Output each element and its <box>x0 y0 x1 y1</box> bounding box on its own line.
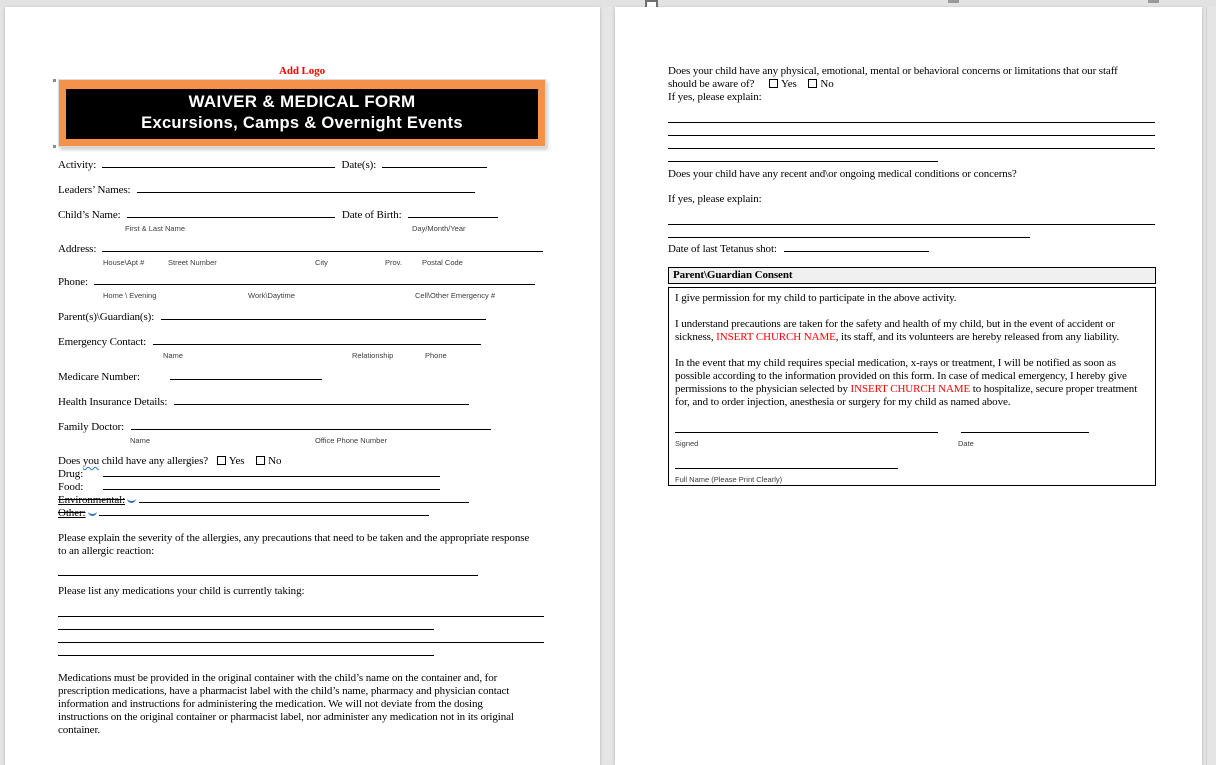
environmental-allergy-row <box>58 494 546 507</box>
tracked-change-mark-icon <box>88 509 97 516</box>
severity-fill-line[interactable] <box>58 563 478 576</box>
phone-label: Phone: <box>58 276 88 288</box>
allergies-question-part1: Does <box>58 455 83 467</box>
address-hint-house: House\Apt # <box>103 258 145 267</box>
ruler-mark-icon <box>948 0 959 3</box>
child-name-hints <box>58 222 546 231</box>
explain-fill-line[interactable] <box>668 110 1155 123</box>
title-banner <box>58 79 546 147</box>
medications-note-line: information and instructions for administering the medication. We will not deviate from the dosing <box>58 698 483 710</box>
signature-line-row <box>675 424 1149 437</box>
food-label: Food: <box>58 481 84 493</box>
form-title: WAIVER & MEDICAL FORM <box>188 92 416 111</box>
behavior-yes-checkbox[interactable] <box>769 79 778 88</box>
dates-label: Date(s): <box>341 159 377 171</box>
doctor-row <box>58 421 546 434</box>
phone-hint-home: Home \ Evening <box>103 291 157 300</box>
doctor-hint-name: Name <box>130 436 151 445</box>
consent-paragraph-3-line-1: In the event that my child requires special medication, x-rays or treatment, I will be notified as soon as <box>675 357 1116 369</box>
doctor-fill-line[interactable] <box>131 428 491 430</box>
other-fill-line[interactable] <box>99 514 429 516</box>
signature-labels-row <box>675 437 1149 446</box>
drug-allergy-row <box>58 468 546 481</box>
date-fill-line[interactable] <box>961 431 1089 433</box>
parents-row <box>58 311 546 324</box>
other-allergy-row <box>58 507 546 520</box>
medications-prompt: Please list any medications your child is currently taking: <box>58 585 305 597</box>
doctor-hint-office-phone: Office Phone Number <box>315 436 387 445</box>
page-2-content <box>668 65 1156 486</box>
form-subtitle: Excursions, Camps & Overnight Events <box>141 114 463 132</box>
top-strip <box>0 0 1216 7</box>
emergency-hint-relationship: Relationship <box>352 351 394 360</box>
consent-p3-text-b: to hospitalize, secure proper treatment <box>970 383 1138 395</box>
parents-fill-line[interactable] <box>161 318 486 320</box>
emergency-row <box>58 336 546 349</box>
dob-hint: Day/Month/Year <box>412 224 466 233</box>
medications-fill-line[interactable] <box>58 617 434 630</box>
fullname-fill-line[interactable] <box>675 467 898 469</box>
page-1 <box>5 7 600 765</box>
emergency-hint-phone: Phone <box>425 351 447 360</box>
fullname-label-row <box>675 473 1149 482</box>
consent-section-header: Parent\Guardian Consent <box>668 267 1156 284</box>
allergies-yes-checkbox[interactable] <box>217 456 226 465</box>
child-name-hint: First & Last Name <box>125 224 186 233</box>
doctor-label: Family Doctor: <box>58 421 125 433</box>
phone-hints <box>58 289 546 298</box>
child-name-fill-line[interactable] <box>127 216 335 218</box>
explain2-fill-line[interactable] <box>668 225 1030 238</box>
environmental-fill-line[interactable] <box>139 501 469 503</box>
dob-label: Date of Birth: <box>341 209 402 221</box>
emergency-fill-line[interactable] <box>153 343 481 345</box>
explain2-fill-line[interactable] <box>668 212 1155 225</box>
tetanus-row <box>668 243 1156 256</box>
table-anchor-dot <box>53 79 56 82</box>
signed-fill-line[interactable] <box>675 431 938 433</box>
explain-fill-line[interactable] <box>668 123 1155 136</box>
tracked-change-mark-icon <box>127 496 136 503</box>
medications-fill-line[interactable] <box>58 643 434 656</box>
doctor-hints <box>58 434 546 443</box>
phone-hint-work: Work\Daytime <box>248 291 295 300</box>
medications-note-line: Medications must be provided in the original container with the child’s name on the container and, for <box>58 672 498 684</box>
medications-note <box>58 672 544 737</box>
medications-note-line: instructions on the original container or pharmacist label, nor administer any medication not in its original <box>58 711 514 723</box>
consent-p2-text-b: , its staff, and its volunteers are hereby released from any liability. <box>835 331 1120 343</box>
consent-p2-text-a: sickness, <box>675 331 717 343</box>
insert-church-name-placeholder[interactable]: INSERT CHURCH NAME <box>716 331 836 343</box>
address-hint-postal: Postal Code <box>422 258 463 267</box>
address-hint-prov: Prov. <box>385 258 402 267</box>
insert-church-name-placeholder[interactable]: INSERT CHURCH NAME <box>850 383 971 395</box>
allergies-question-part2: child have any allergies? <box>99 455 209 467</box>
insurance-label: Health Insurance Details: <box>58 396 168 408</box>
phone-hint-cell: Cell\Other Emergency # <box>415 291 496 300</box>
activity-fill-line[interactable] <box>102 166 335 168</box>
signed-label: Signed <box>675 439 699 448</box>
drug-fill-line[interactable] <box>103 475 440 477</box>
medications-note-line: container. <box>58 724 101 736</box>
address-fill-line[interactable] <box>102 250 543 252</box>
severity-line-2: to an allergic reaction: <box>58 545 155 557</box>
emergency-hints <box>58 349 546 358</box>
add-logo-placeholder[interactable]: Add Logo <box>279 65 325 77</box>
insurance-fill-line[interactable] <box>174 403 469 405</box>
address-hints <box>58 256 546 265</box>
page-1-content <box>58 65 546 737</box>
medications-fill-line[interactable] <box>58 630 544 643</box>
address-hint-city: City <box>315 258 328 267</box>
allergies-yes-label: Yes <box>228 455 245 467</box>
child-name-label: Child’s Name: <box>58 209 121 221</box>
tetanus-fill-line[interactable] <box>784 250 929 252</box>
child-name-row <box>58 209 546 222</box>
other-label-struck: Other: <box>58 507 86 519</box>
medicare-label: Medicare Number: <box>58 371 140 383</box>
behavior-no-checkbox[interactable] <box>808 79 817 88</box>
explain-prompt-2: If yes, please explain: <box>668 193 762 205</box>
behavior-question-line-1: Does your child have any physical, emotional, mental or behavioral concerns or limitations that our staff <box>668 65 1118 77</box>
consent-paragraph-2-line-2 <box>675 331 1149 344</box>
emergency-label: Emergency Contact: <box>58 336 147 348</box>
consent-paragraph-1: I give permission for my child to participate in the above activity. <box>675 292 957 304</box>
medications-note-line: prescription medications, have a pharmacist label with the child’s name, pharmacy and physician contact <box>58 685 510 697</box>
grammar-flagged-word: you <box>82 455 100 467</box>
table-anchor-dot <box>53 145 56 148</box>
allergies-question-row <box>58 455 546 468</box>
medications-fill-line[interactable] <box>58 604 544 617</box>
consent-body-box <box>668 287 1156 486</box>
severity-line-1: Please explain the severity of the allergies, any precautions that need to be taken and the appropriate response <box>58 532 530 544</box>
phone-row <box>58 276 546 289</box>
tetanus-label: Date of last Tetanus shot: <box>668 243 777 255</box>
fullname-line-row <box>675 460 1149 473</box>
behavior-question-text: should be aware of? <box>668 78 755 90</box>
leaders-row <box>58 184 546 197</box>
medical-conditions-question: Does your child have any recent and\or ongoing medical conditions or concerns? <box>668 168 1017 180</box>
activity-row <box>58 159 546 172</box>
ruler-mark-icon <box>1148 0 1159 3</box>
page-edge-line <box>1206 7 1207 765</box>
behavior-yes-label: Yes <box>781 78 797 90</box>
allergies-no-checkbox[interactable] <box>256 456 265 465</box>
address-label: Address: <box>58 243 97 255</box>
activity-label: Activity: <box>58 159 97 171</box>
insurance-row <box>58 396 546 409</box>
environmental-label-struck: Environmental: <box>58 494 126 506</box>
title-banner-inner <box>66 89 538 139</box>
behavior-no-label: No <box>820 78 834 90</box>
dob-fill-line[interactable] <box>408 216 498 218</box>
behavior-question-line-2 <box>668 78 1156 91</box>
medicare-row <box>58 371 546 384</box>
medicare-fill-line[interactable] <box>170 378 322 380</box>
drug-label: Drug: <box>58 468 84 480</box>
fullname-label: Full Name (Please Print Clearly) <box>675 475 783 484</box>
leaders-fill-line[interactable] <box>137 191 475 193</box>
allergies-no-label: No <box>268 455 282 467</box>
explain-prompt-1: If yes, please explain: <box>668 91 762 103</box>
page-2 <box>615 7 1202 765</box>
consent-paragraph-3-line-3 <box>675 383 1149 396</box>
food-fill-line[interactable] <box>103 488 440 490</box>
severity-paragraph <box>58 532 546 558</box>
address-hint-street: Street Number <box>168 258 217 267</box>
consent-paragraph-3-line-2: possible according to the information provided on this form. In case of medical emergency, I hereby give <box>675 370 1127 382</box>
parents-label: Parent(s)\Guardian(s): <box>58 311 155 323</box>
dates-fill-line[interactable] <box>382 166 487 168</box>
food-allergy-row <box>58 481 546 494</box>
emergency-hint-name: Name <box>163 351 184 360</box>
consent-paragraph-3-line-4: for, and to order injection, anesthesia or surgery for my child as named above. <box>675 396 1011 408</box>
explain-fill-line[interactable] <box>668 136 1155 149</box>
explain-fill-line[interactable] <box>668 149 938 162</box>
consent-p3-text-a: permissions to the physician selected by <box>675 383 851 395</box>
phone-fill-line[interactable] <box>94 283 535 285</box>
consent-paragraph-2-line-1: I understand precautions are taken for the safety and health of my child, but in the event of accident or <box>675 318 1115 330</box>
date-label: Date <box>958 439 974 448</box>
address-row <box>58 243 546 256</box>
leaders-label: Leaders’ Names: <box>58 184 131 196</box>
